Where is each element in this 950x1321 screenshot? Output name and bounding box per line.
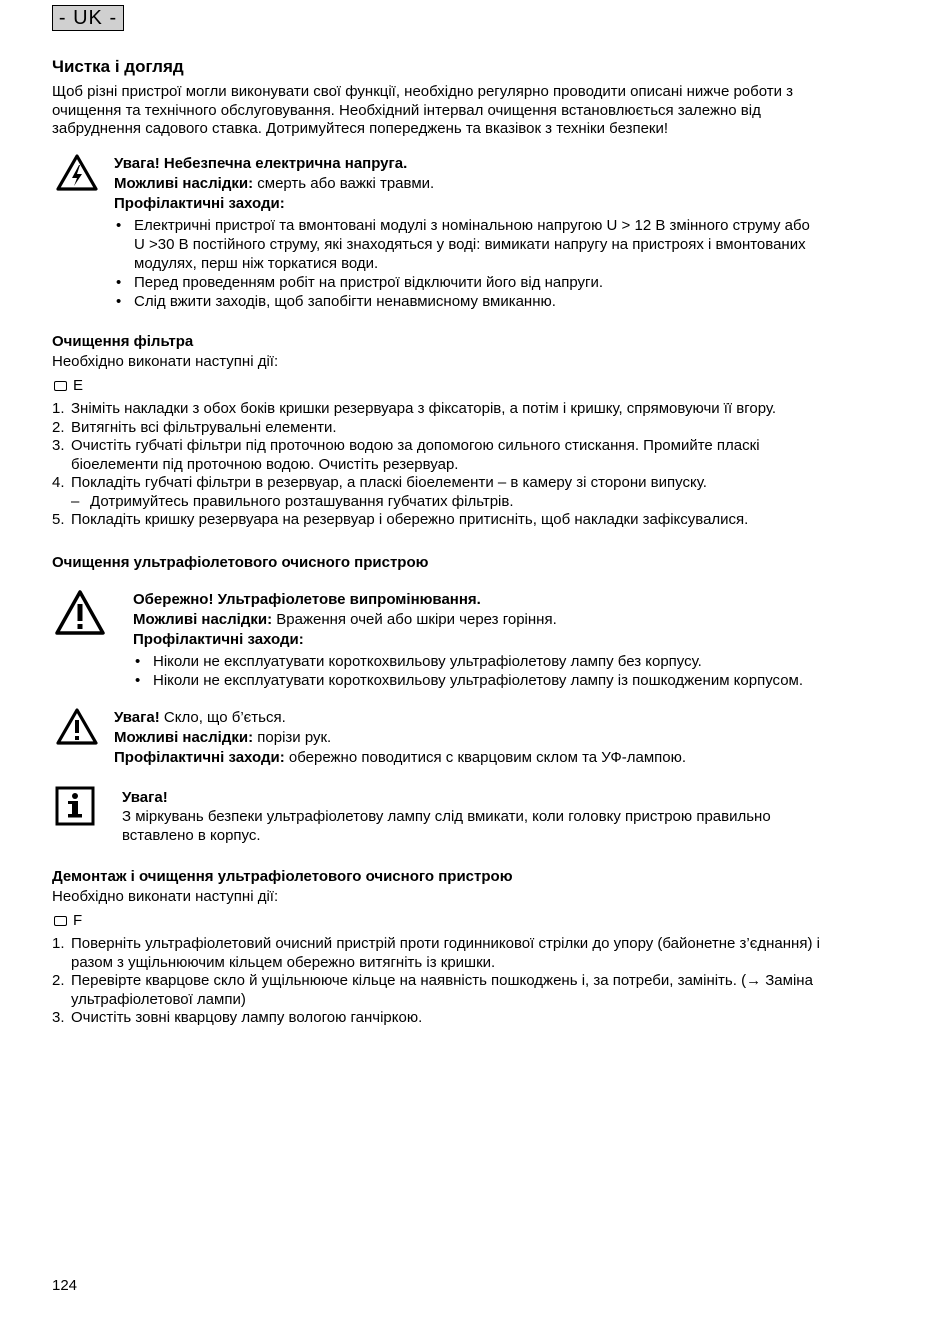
warning-title: Увага! Небезпечна електрична напруга. <box>114 155 408 172</box>
figure-ref-f: F <box>54 912 82 930</box>
caution-title: Обережно! Ультрафіолетове випромінювання. <box>133 591 481 608</box>
warning-triangle-icon <box>56 708 98 746</box>
list-item: • Електричні пристрої та вмонтовані модулі з номінальною напругою U > 12 В змінного струму або U >30 В постійного струму, які знаходяться у воді: вимикати напругу на пристроях і вмонтованих модулях, перш ніж торкатися води. <box>114 216 904 273</box>
list-item: 2. Витягніть всі фільтрувальні елементи. <box>52 418 337 436</box>
sub-note: – Дотримуйтесь правильного розташування губчатих фільтрів. <box>71 492 514 510</box>
cleaning-intro <box>52 83 912 139</box>
intro-line: очищення та технічного обслуговування. Необхідний інтервал очищення встановлюється залежно від <box>52 101 761 119</box>
figure-box-icon <box>54 381 67 391</box>
measures-label: Профілактичні заходи: <box>114 195 285 212</box>
section-title-filter: Очищення фільтра <box>52 333 194 350</box>
figure-box-icon <box>54 916 67 926</box>
caution-title-text: Скло, що б’ється. <box>159 709 286 726</box>
disassembly-intro: Необхідно виконати наступні дії: <box>52 888 279 905</box>
section-title-uv-cleaning: Очищення ультрафіолетового очисного пристрою <box>52 554 429 571</box>
info-line: вставлено в корпус. <box>122 826 261 844</box>
list-item: 1. Поверніть ультрафіолетовий очисний пристрій проти годинникової стрілки до упору (байонетне з’єднання) і разом з ущільнюючим кільцем обережно витягніть із кришки. <box>52 935 820 971</box>
intro-line: забруднення садового ставка. Дотримуйтеся попереджень та вказівок з техніки безпеки! <box>52 120 669 137</box>
measures-label: Профілактичні заходи: <box>133 631 304 648</box>
filter-steps <box>52 400 932 530</box>
info-title: Увага! <box>122 789 168 806</box>
list-item: • Перед проведенням робіт на пристрої відключити його від напруги. <box>114 273 904 292</box>
list-item: 4. Покладіть губчаті фільтри в резервуар, а пласкі біоелементи – в камеру зі сторони випуску. <box>52 474 707 491</box>
glass-caution <box>114 708 904 768</box>
consequences-text: Враження очей або шкіри через горіння. <box>272 611 557 628</box>
list-item: • Ніколи не експлуатувати короткохвильову ультрафіолетову лампу із пошкодженим корпусом. <box>133 671 913 690</box>
list-item: 5. Покладіть кришку резервуара на резервуар і обережно притисніть, щоб накладки зафіксувалися. <box>52 511 749 528</box>
consequences-label: Можливі наслідки: <box>114 175 254 192</box>
page-number: 124 <box>52 1277 78 1294</box>
disassembly-steps <box>52 935 932 1028</box>
list-item: 3. Очистіть зовні кварцову лампу вологою ганчіркою. <box>52 1009 423 1026</box>
electric-warning <box>114 154 904 311</box>
uv-caution <box>133 590 913 690</box>
list-item: 2. Перевірте кварцове скло й ущільнююче кільце на наявність пошкоджень і, за потреби, замініть. (→ Заміна ультрафіолетової лампи) <box>52 972 813 1008</box>
warning-triangle-icon <box>54 589 106 637</box>
consequences-label: Можливі наслідки: <box>114 729 254 746</box>
list-item: • Ніколи не експлуатувати короткохвильову ультрафіолетову лампу без корпусу. <box>133 652 913 671</box>
list-item: 1. Зніміть накладки з обох боків кришки резервуара з фіксаторів, а потім і кришку, спрямовуючи її вгору. <box>52 400 777 417</box>
measures-text: обережно поводитися с кварцовим склом та УФ-лампою. <box>284 749 687 766</box>
section-title-uv-disassembly: Демонтаж і очищення ультрафіолетового очисного пристрою <box>52 868 513 885</box>
section-title-cleaning: Чистка і догляд <box>52 57 184 76</box>
list-item: • Слід вжити заходів, щоб запобігти ненавмисному вмиканню. <box>114 292 904 311</box>
figure-ref-e: E <box>54 377 83 395</box>
electric-hazard-icon <box>56 154 98 192</box>
consequences-text: смерть або важкі травми. <box>253 175 435 192</box>
caution-title-label: Увага! <box>114 709 160 726</box>
intro-line: Щоб різні пристрої могли виконувати свої функції, необхідно регулярно проводити описані нижче роботи з <box>52 83 794 100</box>
consequences-text: порізи рук. <box>253 729 332 746</box>
info-line: З міркувань безпеки ультрафіолетову лампу слід вмикати, коли головку пристрою правильно <box>122 808 771 825</box>
consequences-label: Можливі наслідки: <box>133 611 273 628</box>
language-badge: - UK - <box>52 5 124 31</box>
filter-intro: Необхідно виконати наступні дії: <box>52 353 279 370</box>
list-item: 3. Очистіть губчаті фільтри під проточною водою за допомогою сильного стискання. Промийте пласкі біоелементи під проточною водою. Очистіть резервуар. <box>52 437 760 473</box>
info-icon <box>55 786 95 826</box>
info-note <box>122 788 902 845</box>
measures-label: Профілактичні заходи: <box>114 749 285 766</box>
